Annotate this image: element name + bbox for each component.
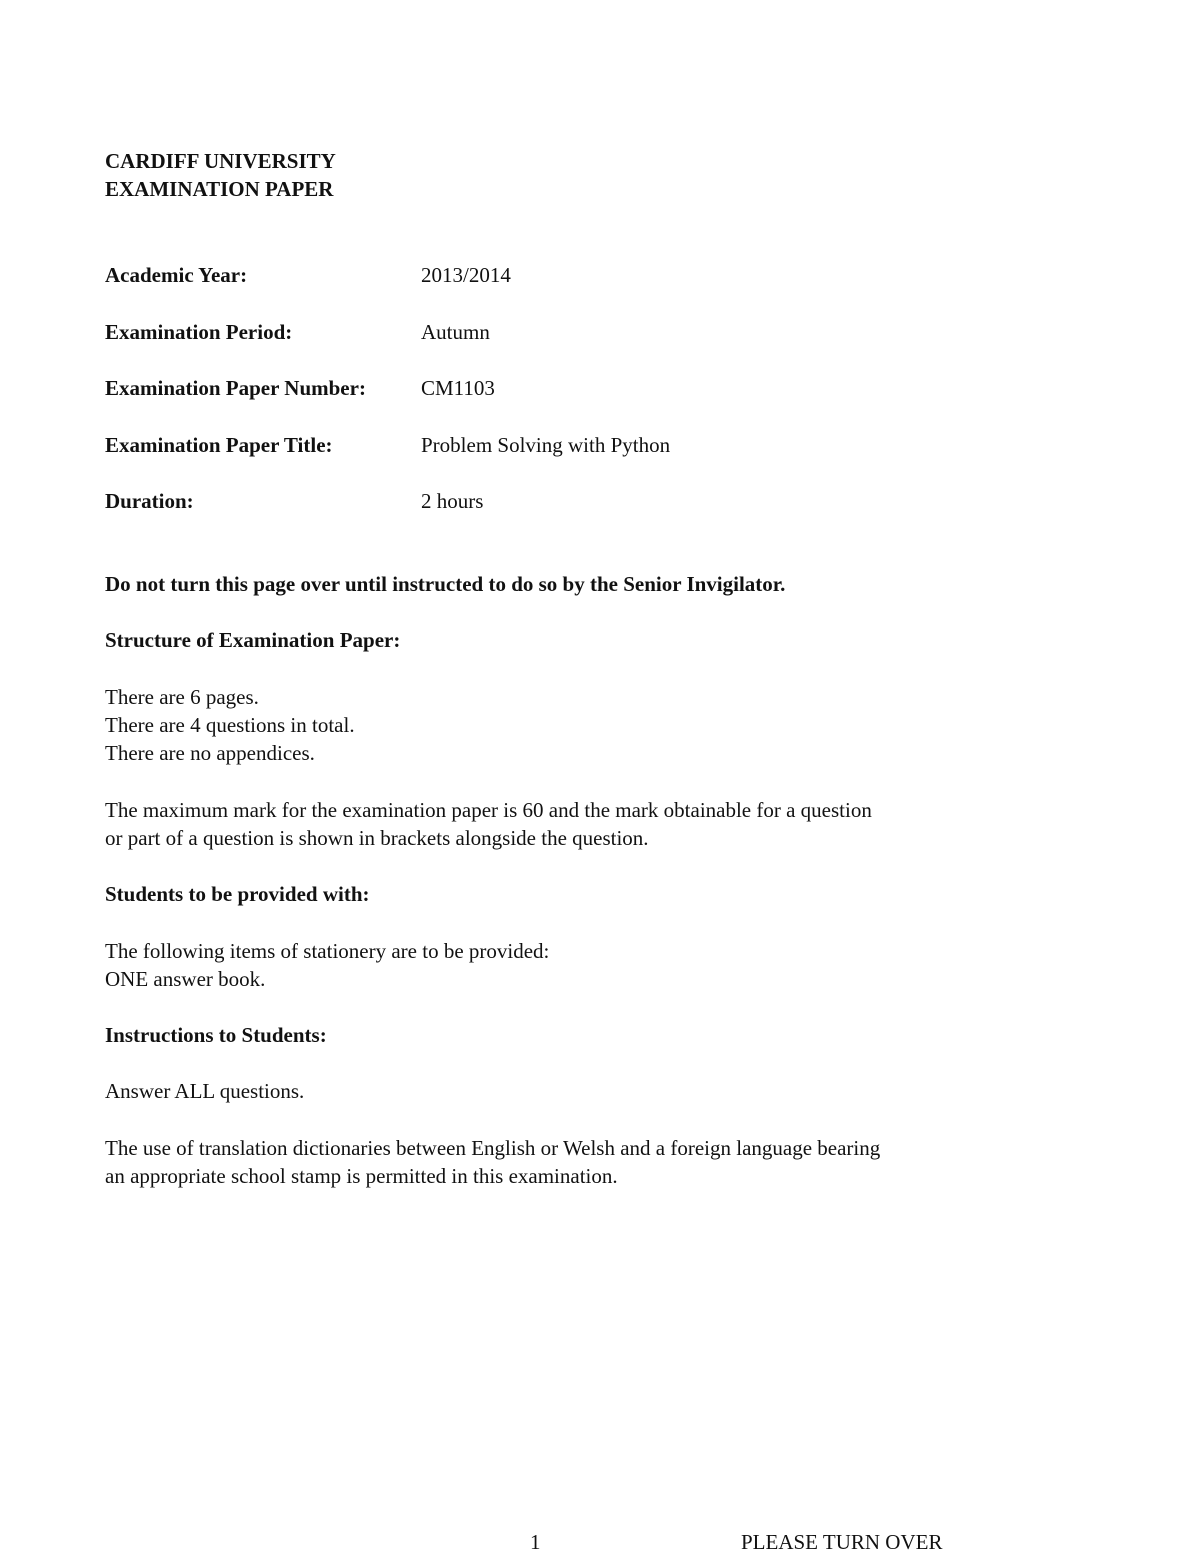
structure-line: There are 6 pages. <box>105 685 259 709</box>
structure-line: There are 4 questions in total. <box>105 713 355 737</box>
title-block <box>105 147 336 203</box>
detail-row-academic-year <box>105 261 905 289</box>
detail-value: CM1103 <box>421 376 495 400</box>
instructions-heading-block <box>105 1021 327 1049</box>
warning-text: Do not turn this page over until instructed to do so by the Senior Invigilator. <box>105 572 786 596</box>
page-number: 1 <box>530 1530 541 1554</box>
detail-row-duration <box>105 487 905 515</box>
university-name: CARDIFF UNIVERSITY <box>105 149 336 173</box>
instructions-heading: Instructions to Students: <box>105 1023 327 1047</box>
answer-all-text: Answer ALL questions. <box>105 1079 305 1103</box>
structure-lines <box>105 683 355 767</box>
dictionary-line: The use of translation dictionaries between English or Welsh and a foreign language bearing <box>105 1136 881 1160</box>
detail-row-paper-title <box>105 431 905 459</box>
paper-type: EXAMINATION PAPER <box>105 177 334 201</box>
provided-lines <box>105 937 549 993</box>
detail-value: 2013/2014 <box>421 263 511 287</box>
provided-heading: Students to be provided with: <box>105 882 370 906</box>
detail-value: 2 hours <box>421 489 484 513</box>
provided-line: ONE answer book. <box>105 967 266 991</box>
answer-all-block <box>105 1077 304 1105</box>
structure-heading-block <box>105 626 400 654</box>
detail-row-paper-number <box>105 374 905 402</box>
structure-line: There are no appendices. <box>105 741 315 765</box>
dictionary-paragraph <box>105 1134 880 1190</box>
provided-line: The following items of stationery are to be provided: <box>105 939 550 963</box>
marks-paragraph <box>105 796 872 852</box>
dictionary-line: an appropriate school stamp is permitted in this examination. <box>105 1164 618 1188</box>
please-turn-over: PLEASE TURN OVER <box>741 1530 943 1554</box>
detail-value: Autumn <box>421 320 490 344</box>
detail-value: Problem Solving with Python <box>421 433 671 457</box>
provided-heading-block <box>105 880 370 908</box>
marks-line: or part of a question is shown in brackets alongside the question. <box>105 826 649 850</box>
detail-label: Examination Paper Title: <box>105 433 333 457</box>
detail-label: Examination Period: <box>105 320 293 344</box>
structure-heading: Structure of Examination Paper: <box>105 628 401 652</box>
detail-label: Examination Paper Number: <box>105 376 366 400</box>
invigilator-warning <box>105 570 785 598</box>
marks-line: The maximum mark for the examination paper is 60 and the mark obtainable for a question <box>105 798 872 822</box>
detail-label: Duration: <box>105 489 194 513</box>
detail-row-examination-period <box>105 318 905 346</box>
detail-label: Academic Year: <box>105 263 248 287</box>
